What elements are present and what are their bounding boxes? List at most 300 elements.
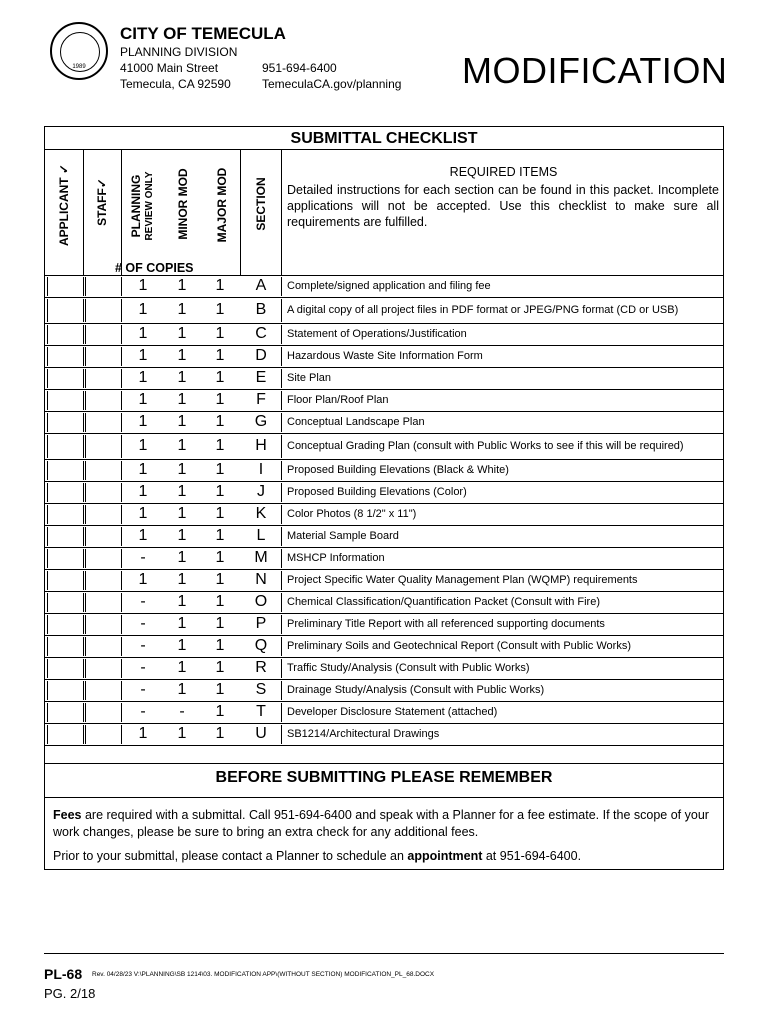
divider [47,435,48,458]
staff-checkbox[interactable] [85,459,120,481]
planning-copies: 1 [138,277,148,294]
fees-note [53,807,715,841]
divider [45,797,723,798]
applicant-checkbox[interactable] [47,635,82,657]
submittal-checklist [44,126,724,870]
divider [121,615,122,634]
divider [121,391,122,410]
divider [83,659,84,678]
phone-number: 951-694-6400 [262,61,337,75]
minor-mod-copies: 1 [177,369,187,386]
divider [47,681,48,700]
divider [121,703,122,722]
major-mod-copies: 1 [215,483,225,500]
table-row [45,569,723,591]
table-row [45,723,723,745]
major-mod-copies: 1 [215,659,225,676]
divider [47,299,48,322]
minor-mod-copies: 1 [177,277,187,294]
divider [83,703,84,722]
divider [83,483,84,502]
table-row [45,679,723,701]
major-mod-copies: 1 [215,505,225,522]
section-letter: U [255,725,267,742]
copies-label: # OF COPIES [115,261,194,275]
staff-checkbox[interactable] [85,411,120,433]
minor-mod-copies: 1 [177,659,187,676]
planning-copies: 1 [138,391,148,408]
divider [47,347,48,366]
divider [85,369,86,388]
divider [83,277,84,296]
planning-copies: 1 [138,505,148,522]
divider [85,299,86,322]
required-items-title: REQUIRED ITEMS [449,165,558,179]
major-mod-copies: 1 [215,413,225,430]
website: TemeculaCA.gov/planning [262,77,402,91]
divider [121,681,122,700]
divider [281,527,282,546]
divider [281,461,282,480]
major-mod-copies: 1 [215,277,225,294]
planning-copies: 1 [138,571,148,588]
divider [281,615,282,634]
required-item: Material Sample Board [287,529,399,542]
minor-mod-copies: 1 [177,571,187,588]
required-item: Conceptual Grading Plan (consult with Public Works to see if this will be required) [287,439,684,452]
divider [121,277,122,296]
divider [85,347,86,366]
section-letter: H [255,437,267,454]
divider [121,325,122,344]
minor-mod-copies: 1 [177,681,187,698]
divider [83,347,84,366]
required-item: Preliminary Title Report with all referenced supporting documents [287,617,605,630]
planning-copies: - [140,549,146,566]
minor-mod-copies: 1 [177,615,187,632]
divider [121,571,122,590]
divider [121,369,122,388]
fees-text: are required with a submittal. Call 951-694-6400 and speak with a Planner for a fee estimate. If the scope of your work changes, please be sure to bring an extra check for any additional fees. [53,808,709,839]
applicant-checkbox[interactable] [47,481,82,503]
divider [85,681,86,700]
table-row [45,547,723,569]
divider [83,413,84,432]
minor-mod-copies: 1 [177,325,187,342]
divider [47,277,48,296]
divider [85,593,86,612]
divider [47,659,48,678]
divider [47,413,48,432]
divider [83,615,84,634]
major-mod-copies: 1 [215,301,225,318]
major-mod-copies: 1 [215,615,225,632]
divider [121,527,122,546]
table-row [45,591,723,613]
divider [85,725,86,744]
table-row [45,345,723,367]
divider [47,549,48,568]
table-row [45,275,723,297]
divider [85,325,86,344]
section-letter: G [254,413,268,430]
planning-copies: 1 [138,461,148,478]
divider [281,703,282,722]
divider [121,505,122,524]
header-applicant: APPLICANT ✓ [57,163,71,247]
applicant-checkbox[interactable] [47,723,82,745]
required-items-instructions: Detailed instructions for each section can be found in this packet. Incomplete applications will not be accepted. Use this checklist to make sure all requirements are fulfilled. [287,183,719,229]
applicant-checkbox[interactable] [47,389,82,411]
planning-copies: 1 [138,325,148,342]
divider [281,637,282,656]
major-mod-copies: 1 [215,571,225,588]
divider [83,681,84,700]
staff-checkbox[interactable] [85,701,120,723]
planning-copies: 1 [138,413,148,430]
divider [85,413,86,432]
header-staff: STAFF✓ [95,178,109,226]
appointment-bold: appointment [407,849,483,863]
header-planning [129,163,157,249]
staff-checkbox[interactable] [85,591,120,613]
table-row [45,367,723,389]
applicant-checkbox[interactable] [47,547,82,569]
applicant-checkbox[interactable] [47,367,82,389]
required-item: SB1214/Architectural Drawings [287,727,440,740]
table-row [45,525,723,547]
staff-checkbox[interactable] [85,389,120,411]
planning-copies: - [140,637,146,654]
divider [85,659,86,678]
divider [281,681,282,700]
address-line-1: 41000 Main Street [120,61,219,75]
divider [47,461,48,480]
planning-copies: 1 [138,725,148,742]
table-row [45,481,723,503]
divider [281,347,282,366]
staff-checkbox[interactable] [85,367,120,389]
divider [85,615,86,634]
divider [83,549,84,568]
required-item: A digital copy of all project files in PDF format or JPEG/PNG format (CD or USB) [287,303,679,316]
divider [121,299,122,322]
section-letter: S [255,681,267,698]
planning-copies: - [140,681,146,698]
divider [121,413,122,432]
section-letter: F [256,391,266,408]
applicant-checkbox[interactable] [47,275,82,297]
divider [85,703,86,722]
required-item: Site Plan [287,371,332,384]
staff-checkbox[interactable] [85,323,120,345]
divider [85,277,86,296]
divider [281,325,282,344]
minor-mod-copies: 1 [177,725,187,742]
divider [83,299,84,322]
divider [83,369,84,388]
divider [281,149,282,275]
divider [281,725,282,744]
divider [83,571,84,590]
major-mod-copies: 1 [215,347,225,364]
minor-mod-copies: 1 [177,637,187,654]
divider [47,703,48,722]
divider [281,549,282,568]
divider [85,435,86,458]
reminder-title: BEFORE SUBMITTING PLEASE REMEMBER [215,769,553,786]
divider [281,571,282,590]
divider [121,593,122,612]
planning-copies: 1 [138,301,148,318]
required-item: Project Specific Water Quality Management Plan (WQMP) requirements [287,573,638,586]
planning-copies: - [140,615,146,632]
divider [281,505,282,524]
divider [121,483,122,502]
divider [281,391,282,410]
table-row [45,433,723,459]
staff-checkbox[interactable] [85,297,120,323]
required-item: Floor Plan/Roof Plan [287,393,389,406]
minor-mod-copies: 1 [177,437,187,454]
section-letter: J [257,483,265,500]
major-mod-copies: 1 [215,461,225,478]
city-seal-logo [50,22,108,80]
table-row [45,701,723,723]
table-row [45,411,723,433]
footer-divider [44,953,724,954]
divider [83,527,84,546]
planning-copies: 1 [138,483,148,500]
staff-checkbox[interactable] [85,547,120,569]
section-letter: B [255,301,267,318]
required-item: Developer Disclosure Statement (attached) [287,705,498,718]
required-item: Drainage Study/Analysis (Consult with Public Works) [287,683,545,696]
staff-checkbox[interactable] [85,525,120,547]
staff-checkbox[interactable] [85,679,120,701]
applicant-checkbox[interactable] [47,657,82,679]
applicant-checkbox[interactable] [47,525,82,547]
planning-copies: - [140,659,146,676]
minor-mod-copies: 1 [177,483,187,500]
applicant-checkbox[interactable] [47,433,82,459]
divider [121,149,122,275]
divider [121,659,122,678]
planning-copies: 1 [138,527,148,544]
applicant-checkbox[interactable] [47,297,82,323]
divider [121,435,122,458]
required-item: Statement of Operations/Justification [287,327,467,340]
planning-copies: 1 [138,347,148,364]
divider [45,149,723,150]
divider [83,391,84,410]
table-row [45,323,723,345]
section-letter: C [255,325,267,342]
seal-year: 1989 [72,64,86,70]
form-title: MODIFICATION [462,50,728,91]
divider [121,725,122,744]
applicant-checkbox[interactable] [47,503,82,525]
prior-text: Prior to your submittal, please contact a Planner to schedule an [53,849,408,863]
divider [47,593,48,612]
table-row [45,657,723,679]
divider [85,571,86,590]
appointment-note [53,848,715,865]
header-planning-sub: REVIEW ONLY [144,171,155,241]
divider [281,435,282,458]
divider [47,637,48,656]
divider [121,347,122,366]
division-name: PLANNING DIVISION [120,45,238,59]
section-letter: A [255,277,267,294]
divider [47,391,48,410]
divider [85,505,86,524]
divider [281,659,282,678]
section-letter: Q [254,637,268,654]
staff-checkbox[interactable] [85,723,120,745]
applicant-checkbox[interactable] [47,613,82,635]
applicant-checkbox[interactable] [47,459,82,481]
required-item: Preliminary Soils and Geotechnical Report (Consult with Public Works) [287,639,631,652]
divider [47,615,48,634]
minor-mod-copies: 1 [177,347,187,364]
major-mod-copies: 1 [215,391,225,408]
divider [281,369,282,388]
applicant-checkbox[interactable] [47,323,82,345]
divider [47,505,48,524]
divider [47,571,48,590]
header-section: SECTION [254,177,268,231]
divider [281,413,282,432]
table-row [45,503,723,525]
section-letter: L [256,527,266,544]
staff-checkbox[interactable] [85,613,120,635]
staff-checkbox[interactable] [85,345,120,367]
divider [240,149,241,275]
section-letter: E [255,369,267,386]
city-name: CITY OF TEMECULA [120,24,286,43]
major-mod-copies: 1 [215,681,225,698]
divider [83,725,84,744]
minor-mod-copies: 1 [177,527,187,544]
minor-mod-copies: 1 [177,301,187,318]
planning-copies: - [140,703,146,720]
applicant-checkbox[interactable] [47,345,82,367]
required-item: Traffic Study/Analysis (Consult with Public Works) [287,661,530,674]
minor-mod-copies: 1 [177,391,187,408]
divider [45,763,723,764]
section-letter: P [255,615,267,632]
revision-info: Rev. 04/28/23 V:\PLANNING\SB 1214\03. MODIFICATION APP\(WITHOUT SECTION) MODIFICATION_PL_68.DOCX [92,971,435,978]
divider [83,325,84,344]
header-planning-label: PLANNING [129,174,143,238]
required-item: Conceptual Landscape Plan [287,415,425,428]
divider [281,277,282,296]
major-mod-copies: 1 [215,369,225,386]
staff-checkbox[interactable] [85,433,120,459]
table-row [45,297,723,323]
major-mod-copies: 1 [215,703,225,720]
address-line-2: Temecula, CA 92590 [120,77,231,91]
required-item: Proposed Building Elevations (Color) [287,485,467,498]
major-mod-copies: 1 [215,549,225,566]
checklist-title: SUBMITTAL CHECKLIST [290,130,478,147]
planning-copies: 1 [138,437,148,454]
minor-mod-copies: - [179,703,185,720]
section-letter: R [255,659,267,676]
staff-checkbox[interactable] [85,481,120,503]
major-mod-copies: 1 [215,437,225,454]
applicant-checkbox[interactable] [47,411,82,433]
divider [85,461,86,480]
minor-mod-copies: 1 [177,505,187,522]
applicant-checkbox[interactable] [47,569,82,591]
table-row [45,635,723,657]
minor-mod-copies: 1 [177,461,187,478]
divider [47,483,48,502]
applicant-checkbox[interactable] [47,701,82,723]
applicant-checkbox[interactable] [47,679,82,701]
major-mod-copies: 1 [215,593,225,610]
required-item: Proposed Building Elevations (Black & White) [287,463,509,476]
divider [83,593,84,612]
required-item: MSHCP Information [287,551,385,564]
table-row [45,613,723,635]
divider [85,527,86,546]
table-row [45,459,723,481]
divider [83,461,84,480]
divider [281,299,282,322]
required-item: Chemical Classification/Quantification Packet (Consult with Fire) [287,595,601,608]
divider [121,461,122,480]
divider [47,369,48,388]
divider [85,391,86,410]
table-row [45,389,723,411]
staff-checkbox[interactable] [85,569,120,591]
major-mod-copies: 1 [215,725,225,742]
staff-checkbox[interactable] [85,503,120,525]
divider [121,549,122,568]
fees-bold: Fees [53,808,82,822]
minor-mod-copies: 1 [177,549,187,566]
staff-checkbox[interactable] [85,657,120,679]
divider [47,325,48,344]
required-item: Hazardous Waste Site Information Form [287,349,483,362]
divider [85,483,86,502]
section-letter: D [255,347,267,364]
divider [45,745,723,746]
required-item: Complete/signed application and filing fee [287,279,491,292]
header-minor-mod: MINOR MOD [176,168,190,240]
section-letter: I [258,461,264,478]
divider [47,527,48,546]
divider [83,637,84,656]
staff-checkbox[interactable] [85,635,120,657]
section-letter: T [256,703,266,720]
applicant-checkbox[interactable] [47,591,82,613]
minor-mod-copies: 1 [177,413,187,430]
divider [85,637,86,656]
staff-checkbox[interactable] [85,275,120,297]
section-letter: K [255,505,267,522]
divider [281,483,282,502]
form-code: PL-68 [44,966,83,982]
section-letter: O [254,593,268,610]
minor-mod-copies: 1 [177,593,187,610]
header-major-mod: MAJOR MOD [215,167,229,243]
prior-end: at 951-694-6400. [482,849,582,863]
page-number: PG. 2/18 [44,986,96,1001]
